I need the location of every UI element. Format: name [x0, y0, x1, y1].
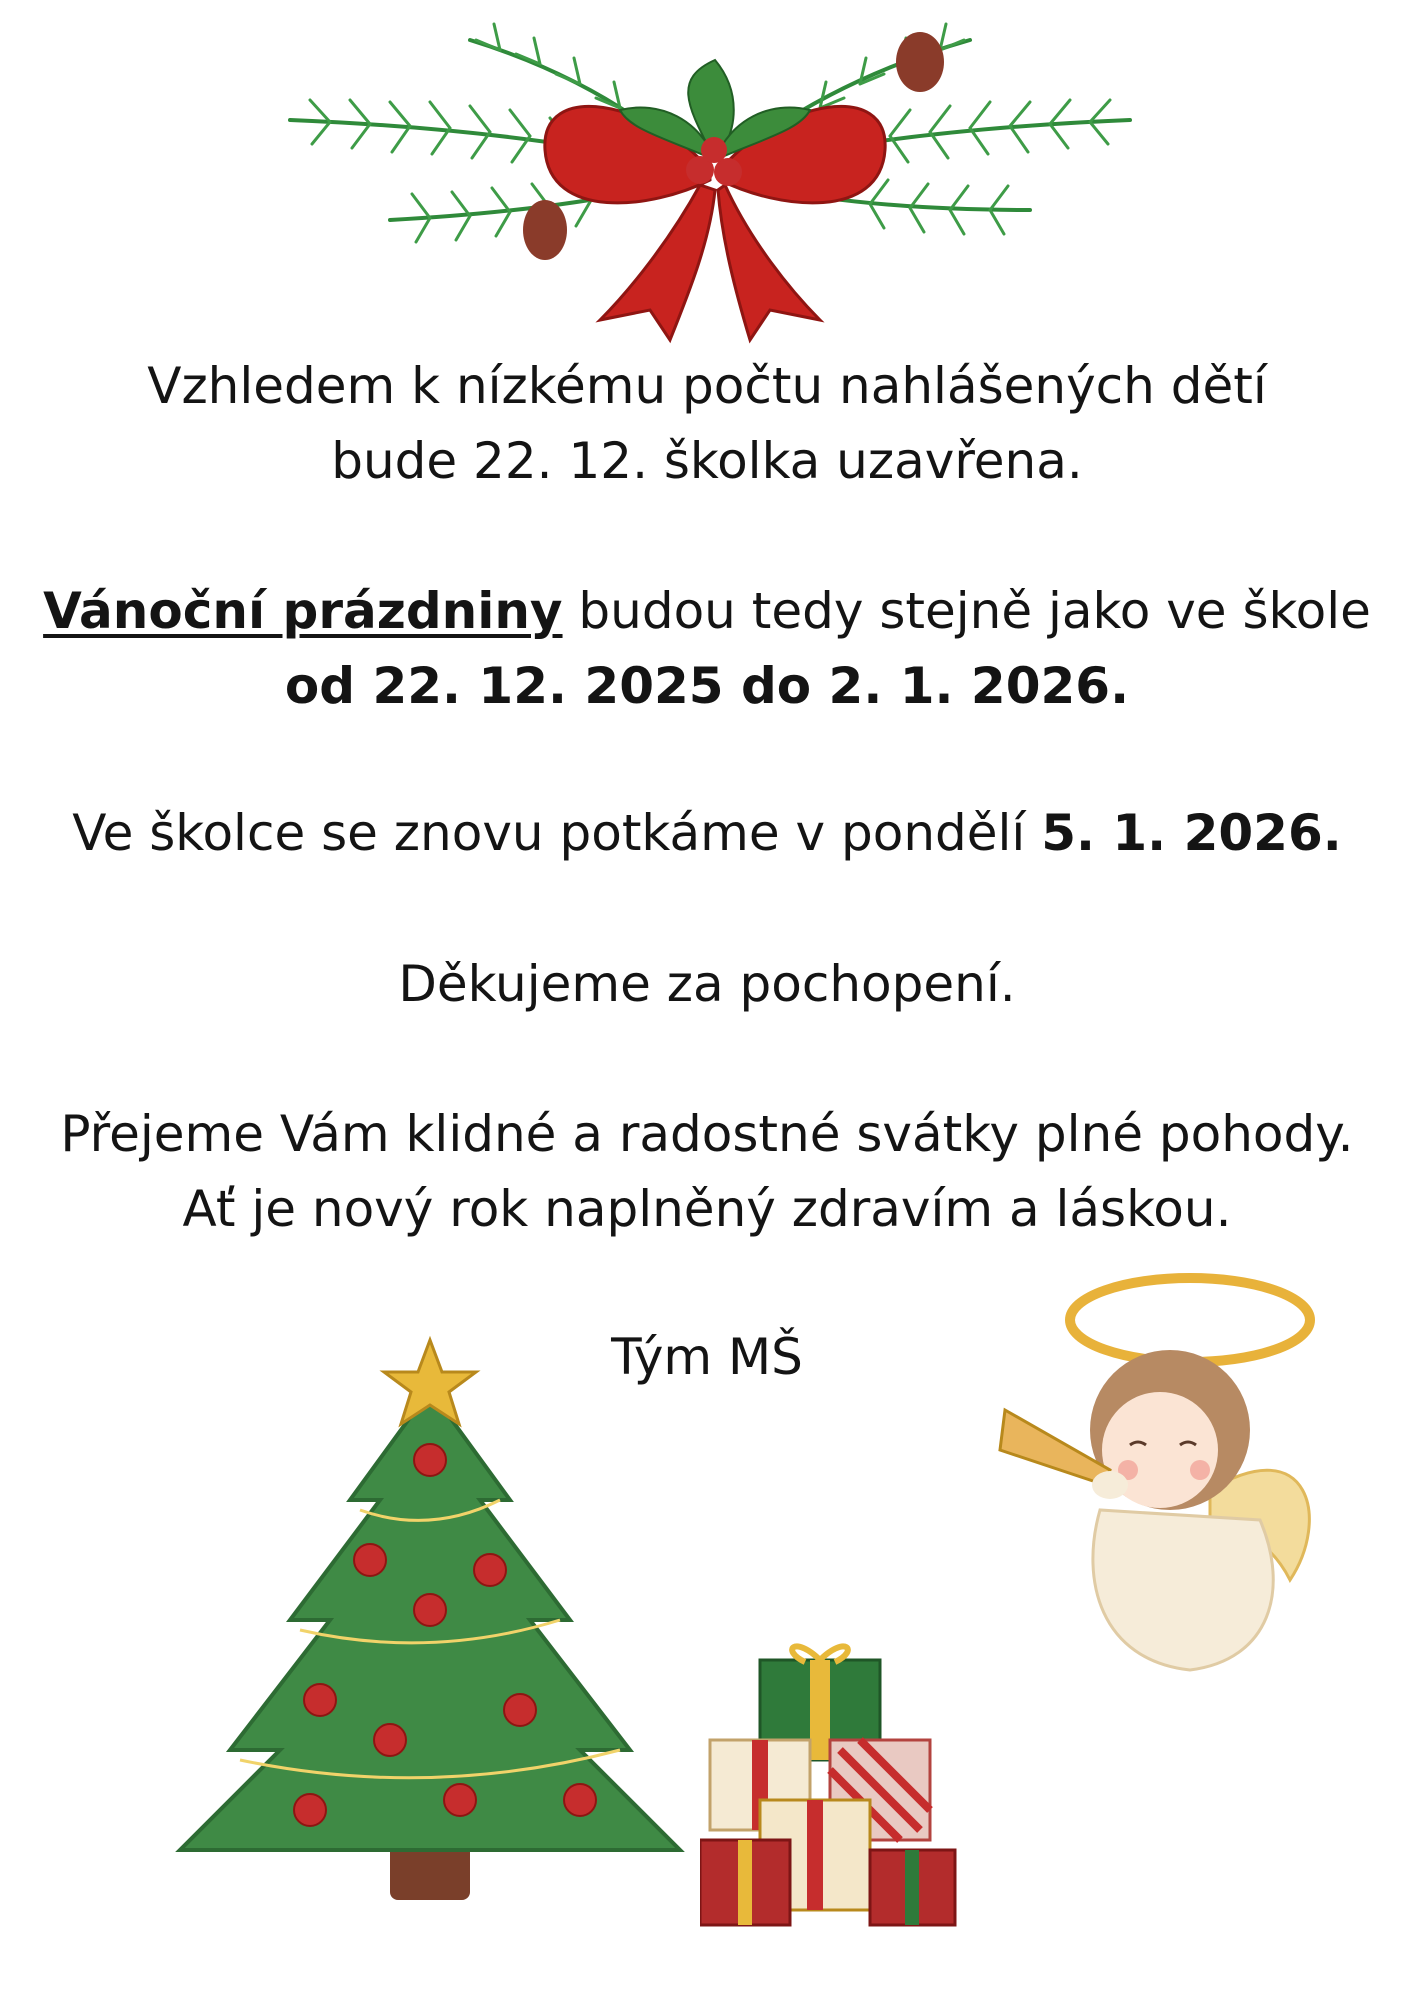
gift-boxes-illustration	[700, 1640, 960, 1930]
return-notice	[0, 796, 1414, 871]
return-text: Ve školce se znovu potkáme v pondělí	[72, 804, 1042, 862]
wish-line-1: Přejeme Vám klidné a radostné svátky plné pohody.	[60, 1105, 1354, 1163]
christmas-tree-illustration	[160, 1330, 700, 1910]
closure-line-2: bude 22. 12. školka uzavřena.	[331, 432, 1083, 490]
holiday-title: Vánoční prázdniny	[43, 582, 563, 640]
christmas-garland-illustration	[270, 20, 1150, 360]
thanks-text	[0, 947, 1414, 1022]
return-date: 5. 1. 2026.	[1041, 804, 1342, 862]
signature-line: Tým MŠ	[611, 1328, 803, 1386]
holiday-dates: od 22. 12. 2025 do 2. 1. 2026.	[284, 657, 1130, 715]
wishes	[0, 1097, 1414, 1247]
closure-notice	[0, 349, 1414, 499]
holiday-notice	[0, 574, 1414, 724]
angel-illustration	[990, 1260, 1330, 1700]
closure-line-1: Vzhledem k nízkému počtu nahlášených dětí	[147, 357, 1267, 415]
thanks-line: Děkujeme za pochopení.	[398, 955, 1016, 1013]
holiday-text: budou tedy stejně jako ve škole	[562, 582, 1371, 640]
wish-line-2: Ať je nový rok naplněný zdravím a láskou.	[182, 1180, 1232, 1238]
